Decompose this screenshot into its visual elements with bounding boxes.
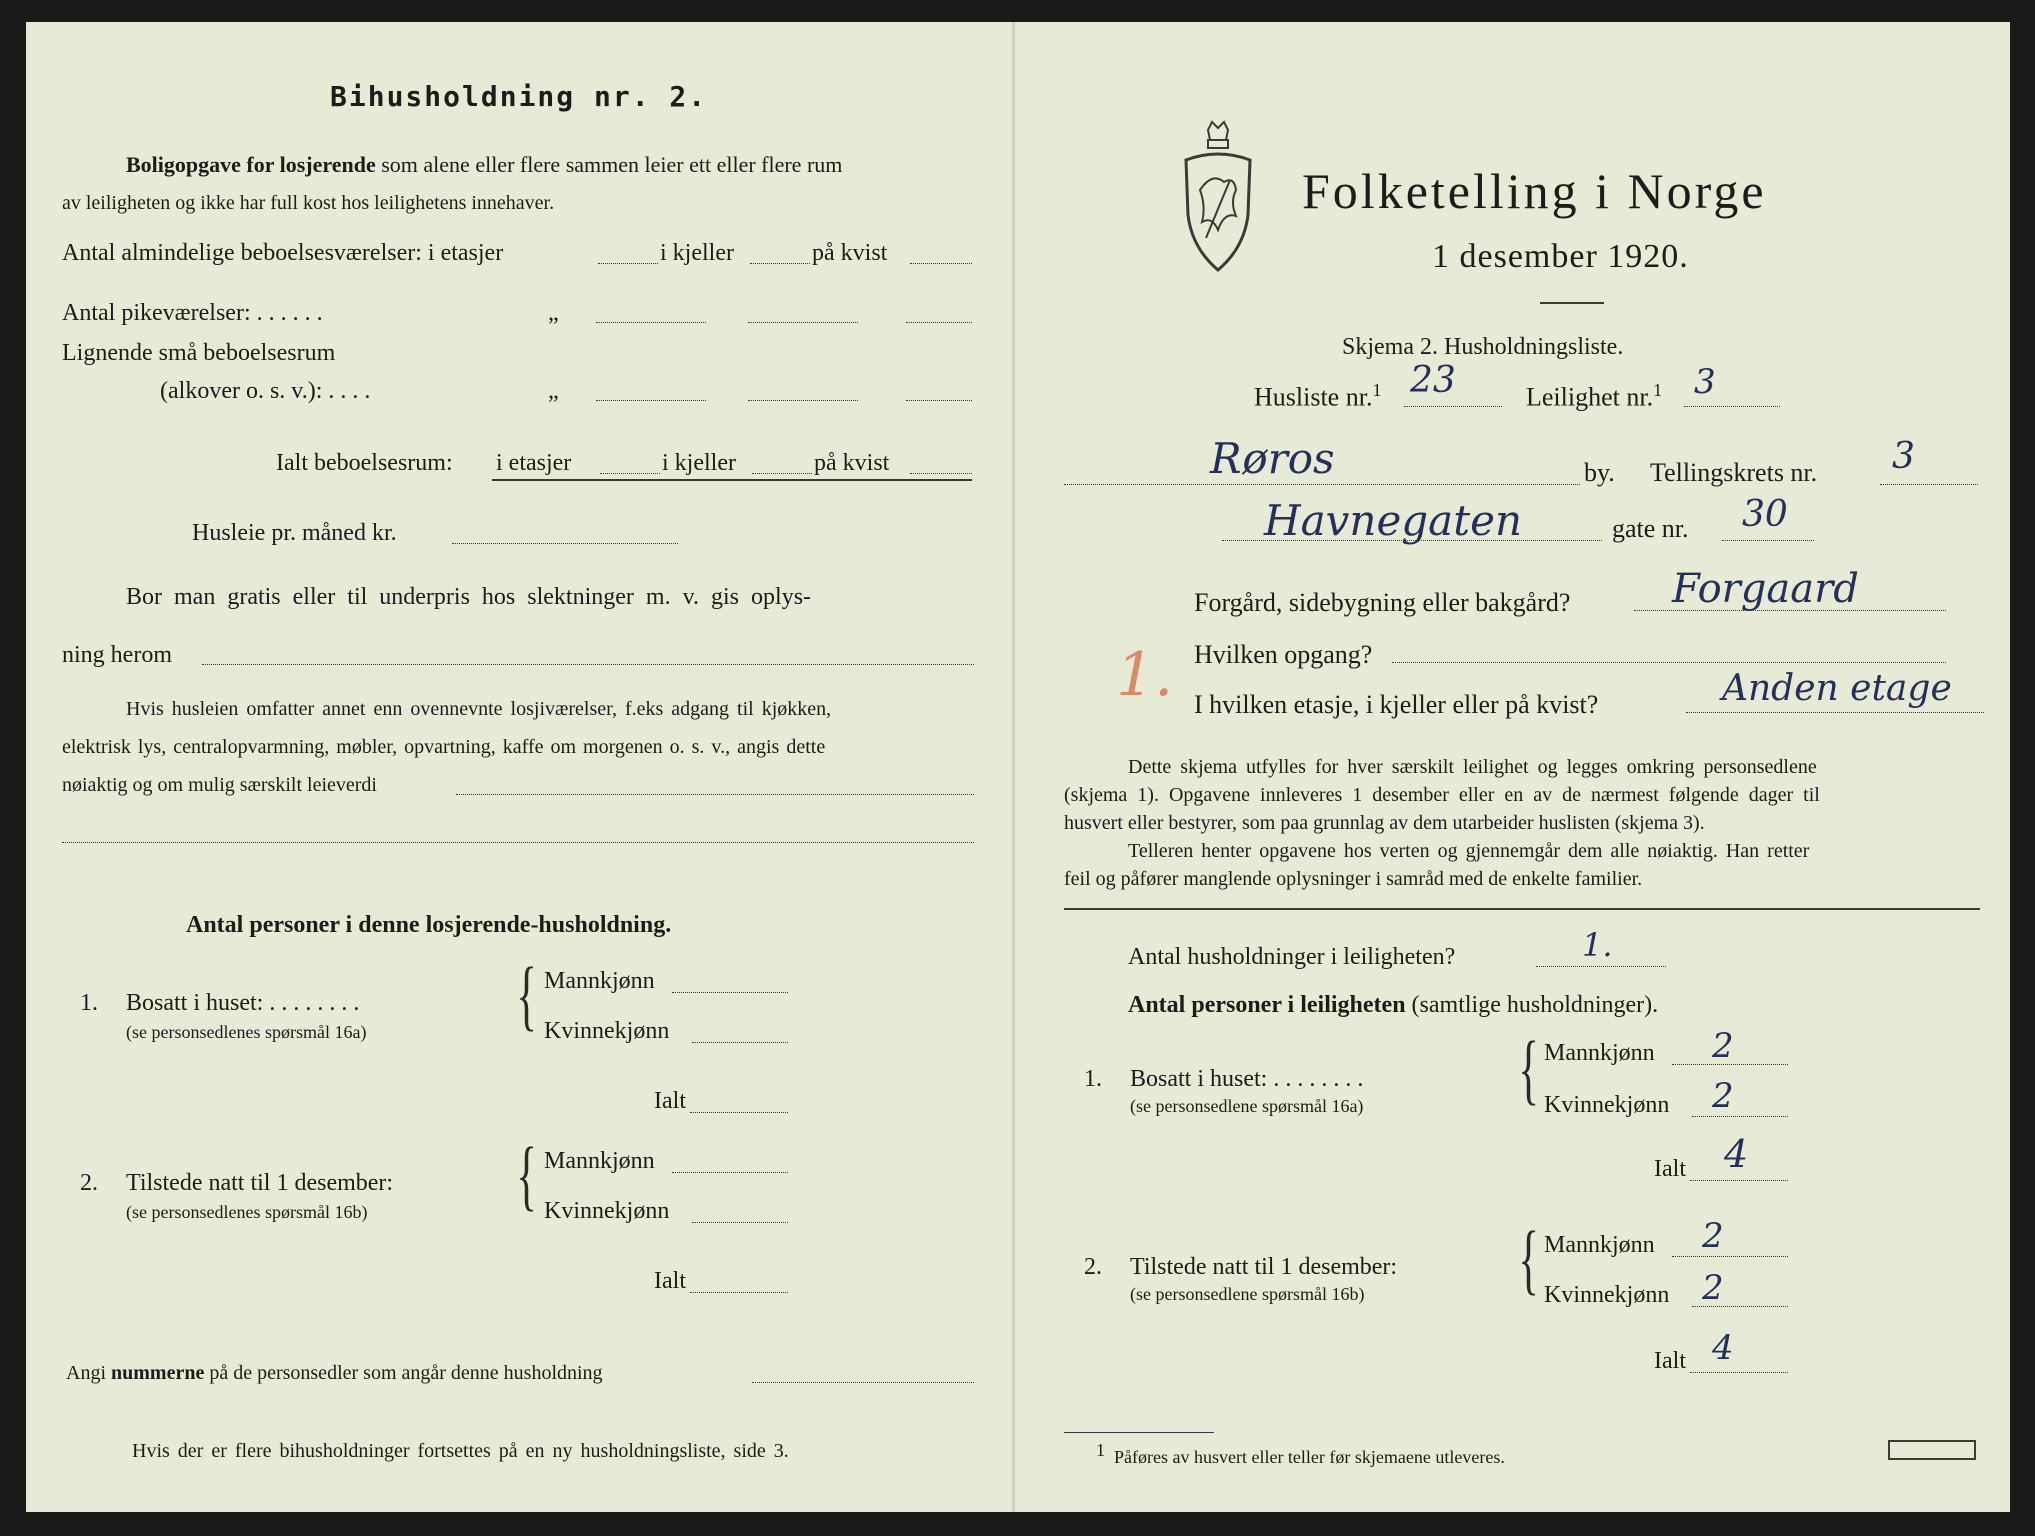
left-q2-kvinne-field[interactable] xyxy=(692,1222,788,1223)
right-q2-kvinne-value[interactable]: 2 xyxy=(1702,1268,1724,1308)
right-q1-kvinne-field xyxy=(1692,1116,1788,1117)
right-q1-sub: (se personsedlene spørsmål 16a) xyxy=(1130,1096,1364,1116)
antal-pers-heading: Antal personer i leiligheten (samtlige husholdninger). xyxy=(1128,992,1659,1018)
left-q1-num: 1. xyxy=(80,990,98,1016)
ialt-beboelsesrum-label: Ialt beboelsesrum: xyxy=(276,450,453,476)
ialt-kjeller-label: i kjeller xyxy=(662,450,736,476)
lignende-label-2: (alkover o. s. v.): . . . . xyxy=(160,378,371,404)
right-q2-ialt-value[interactable]: 4 xyxy=(1712,1328,1734,1368)
forgard-field xyxy=(1634,610,1946,611)
leilighet-label: Leilighet nr.$^1$ xyxy=(1526,380,1663,412)
right-q2-brace: { xyxy=(1518,1215,1540,1302)
right-q1-brace: { xyxy=(1518,1025,1540,1112)
angi-field[interactable] xyxy=(752,1382,974,1383)
ialt-etasjer-label: i etasjer xyxy=(496,450,572,476)
leieverdi-field-2[interactable] xyxy=(62,842,974,843)
right-q1-ialt-field xyxy=(1690,1180,1788,1181)
right-q2-num: 2. xyxy=(1084,1254,1102,1280)
right-q1-kvinne-value[interactable]: 2 xyxy=(1712,1076,1734,1116)
left-q2-brace: { xyxy=(516,1131,538,1218)
ialt-etasjer-field[interactable] xyxy=(600,473,660,474)
right-title: Folketelling i Norge xyxy=(1302,163,1767,219)
bor-line-1: Bor man gratis eller til underpris hos slektninger m. v. gis oplys- xyxy=(126,584,812,610)
gate-field xyxy=(1222,540,1602,541)
right-q1-kvinne: Kvinnekjønn xyxy=(1544,1092,1670,1118)
ditto-mark-2: „ xyxy=(548,378,559,404)
etasje-field xyxy=(1686,712,1984,713)
leieverdi-field[interactable] xyxy=(456,794,974,795)
intro-line-2: av leiligheten og ikke har full kost hos leilighetens innehaver. xyxy=(62,192,555,214)
left-q2-label: Tilstede natt til 1 desember: xyxy=(126,1170,394,1196)
instr-line-5: feil og påfører manglende oplysninger i samråd med de enkelte familier. xyxy=(1064,868,1643,890)
hvis-line-2: elektrisk lys, centralopvarmning, møbler, opvartning, kaffe om morgenen o. s. v., angis dette xyxy=(62,736,826,758)
right-q1-mann-value[interactable]: 2 xyxy=(1712,1026,1734,1066)
right-q2-mann: Mannkjønn xyxy=(1544,1232,1655,1258)
etasjer-field[interactable] xyxy=(598,263,658,264)
lign-kjeller-field[interactable] xyxy=(748,400,858,401)
pike-etasjer-field[interactable] xyxy=(596,322,706,323)
left-q2-num: 2. xyxy=(80,1170,98,1196)
instr-line-3: husvert eller bestyrer, som paa grunnlag av dem utarbeider huslisten (skjema 3). xyxy=(1064,812,1705,834)
right-q2-sub: (se personsedlene spørsmål 16b) xyxy=(1130,1284,1365,1304)
right-q2-ialt-field xyxy=(1690,1372,1788,1373)
footnote: $^1$ Påføres av husvert eller teller før skjemaene utleveres. xyxy=(1096,1440,1505,1467)
husleie-label: Husleie pr. måned kr. xyxy=(192,520,397,546)
left-q2-sub: (se personsedlenes spørsmål 16b) xyxy=(126,1202,368,1222)
right-q1-num: 1. xyxy=(1084,1066,1102,1092)
left-q2-mann: Mannkjønn xyxy=(544,1148,655,1174)
pikevaerelser-label: Antal pikeværelser: . . . . . . xyxy=(62,300,323,326)
paa-kvist-label: på kvist xyxy=(812,240,888,266)
left-q1-brace: { xyxy=(516,951,538,1038)
left-q1-mann: Mannkjønn xyxy=(544,968,655,994)
ialt-underline xyxy=(492,479,972,481)
left-title: Bihusholdning nr. 2. xyxy=(330,80,708,113)
right-q2-mann-field xyxy=(1672,1256,1788,1257)
left-q1-kvinne: Kvinnekjønn xyxy=(544,1018,670,1044)
kjeller-field[interactable] xyxy=(750,263,810,264)
by-field xyxy=(1064,484,1580,485)
hvis-line-1: Hvis husleien omfatter annet enn ovennevnte losjiværelser, f.eks adgang til kjøkken, xyxy=(126,698,832,720)
husliste-value[interactable]: 23 xyxy=(1410,360,1456,401)
husliste-label: Husliste nr.$^1$ xyxy=(1254,380,1382,412)
skjema-label: Skjema 2. Husholdningsliste. xyxy=(1342,334,1624,360)
krets-value[interactable]: 3 xyxy=(1892,436,1915,477)
ialt-kvist-label: på kvist xyxy=(814,450,890,476)
right-q2-mann-value[interactable]: 2 xyxy=(1702,1216,1724,1256)
bor-line-2: ning herom xyxy=(62,642,172,668)
antal-hush-value[interactable]: 1. xyxy=(1582,926,1613,964)
i-kjeller-label: i kjeller xyxy=(660,240,734,266)
lign-kvist-field[interactable] xyxy=(906,400,972,401)
left-q2-kvinne: Kvinnekjønn xyxy=(544,1198,670,1224)
instr-rule xyxy=(1064,908,1980,910)
leilighet-value[interactable]: 3 xyxy=(1694,362,1716,402)
ialt-kvist-field[interactable] xyxy=(910,473,972,474)
page-fold xyxy=(1012,22,1015,1512)
title-rule xyxy=(1540,302,1604,304)
margin-mark: 1. xyxy=(1116,640,1174,710)
left-q1-ialt: Ialt xyxy=(654,1088,686,1114)
krets-field xyxy=(1880,484,1978,485)
gate-nr-value[interactable]: 30 xyxy=(1742,494,1788,535)
left-q1-sub: (se personsedlenes spørsmål 16a) xyxy=(126,1022,367,1042)
by-label: by. xyxy=(1584,458,1615,487)
right-q1-label: Bosatt i huset: . . . . . . . . xyxy=(1130,1066,1364,1092)
husleie-field[interactable] xyxy=(452,543,678,544)
right-q2-ialt: Ialt xyxy=(1654,1348,1686,1374)
antal-hush-label: Antal husholdninger i leiligheten? xyxy=(1128,944,1456,970)
krets-label: Tellingskrets nr. xyxy=(1650,458,1818,487)
gate-nr-field xyxy=(1722,540,1814,541)
right-q1-mann-field xyxy=(1672,1064,1788,1065)
leilighet-field xyxy=(1684,406,1780,407)
opgang-field[interactable] xyxy=(1392,662,1946,663)
left-q1-label: Bosatt i huset: . . . . . . . . xyxy=(126,990,360,1016)
footnote-rule xyxy=(1064,1432,1214,1433)
etasje-value[interactable]: Anden etage xyxy=(1722,668,1952,709)
husliste-field xyxy=(1404,406,1502,407)
gate-value[interactable]: Havnegaten xyxy=(1264,496,1523,545)
gate-label: gate nr. xyxy=(1612,514,1689,543)
antal-hush-field xyxy=(1536,966,1666,967)
forgard-label: Forgård, sidebygning eller bakgård? xyxy=(1194,588,1571,617)
opgang-label: Hvilken opgang? xyxy=(1194,640,1373,669)
left-q1-kvinne-field[interactable] xyxy=(692,1042,788,1043)
intro-line-1: Boligopgave for losjerende som alene eller flere sammen leier ett eller flere rum xyxy=(126,152,843,177)
antal-heading: Antal personer i denne losjerende-husholdning. xyxy=(186,912,672,938)
instr-line-4: Telleren henter opgavene hos verten og gjennemgår dem alle nøiaktig. Han retter xyxy=(1128,840,1810,862)
by-value[interactable]: Røros xyxy=(1210,434,1335,483)
right-q1-ialt-value[interactable]: 4 xyxy=(1724,1132,1749,1176)
lign-etasjer-field[interactable] xyxy=(596,400,706,401)
instr-line-2: (skjema 1). Opgavene innleveres 1 desember eller en av de nærmest følgende dager til xyxy=(1064,784,1820,806)
etasje-label: I hvilken etasje, i kjeller eller på kvist? xyxy=(1194,690,1599,719)
right-q1-mann: Mannkjønn xyxy=(1544,1040,1655,1066)
ditto-mark: „ xyxy=(548,300,559,326)
printer-stamp xyxy=(1888,1440,1976,1460)
right-q1-ialt: Ialt xyxy=(1654,1156,1686,1182)
lignende-label-1: Lignende små beboelsesrum xyxy=(62,340,336,366)
left-q2-ialt-field[interactable] xyxy=(690,1292,788,1293)
left-footer: Hvis der er flere bihusholdninger fortsettes på en ny husholdningsliste, side 3. xyxy=(132,1440,789,1462)
left-q1-ialt-field[interactable] xyxy=(690,1112,788,1113)
left-q2-ialt: Ialt xyxy=(654,1268,686,1294)
left-q1-mann-field[interactable] xyxy=(672,992,788,993)
right-q2-kvinne: Kvinnekjønn xyxy=(1544,1282,1670,1308)
kvist-field[interactable] xyxy=(910,263,972,264)
angi-line: Angi nummerne på de personsedler som angår denne husholdning xyxy=(66,1362,603,1384)
left-q2-mann-field[interactable] xyxy=(672,1172,788,1173)
instr-line-1: Dette skjema utfylles for hver særskilt leilighet og legges omkring personsedlene xyxy=(1128,756,1817,778)
pike-kvist-field[interactable] xyxy=(906,322,972,323)
norway-coat-of-arms-icon xyxy=(1178,120,1258,274)
ialt-kjeller-field[interactable] xyxy=(752,473,812,474)
pike-kjeller-field[interactable] xyxy=(748,322,858,323)
right-q2-label: Tilstede natt til 1 desember: xyxy=(1130,1254,1398,1280)
forgard-value[interactable]: Forgaard xyxy=(1672,566,1859,612)
hvis-line-3: nøiaktig og om mulig særskilt leieverdi xyxy=(62,774,377,796)
right-date: 1 desember 1920. xyxy=(1432,238,1689,275)
right-q2-kvinne-field xyxy=(1692,1306,1788,1307)
almindelige-label: Antal almindelige beboelsesværelser: i etasjer xyxy=(62,240,504,266)
bor-field[interactable] xyxy=(202,664,974,665)
